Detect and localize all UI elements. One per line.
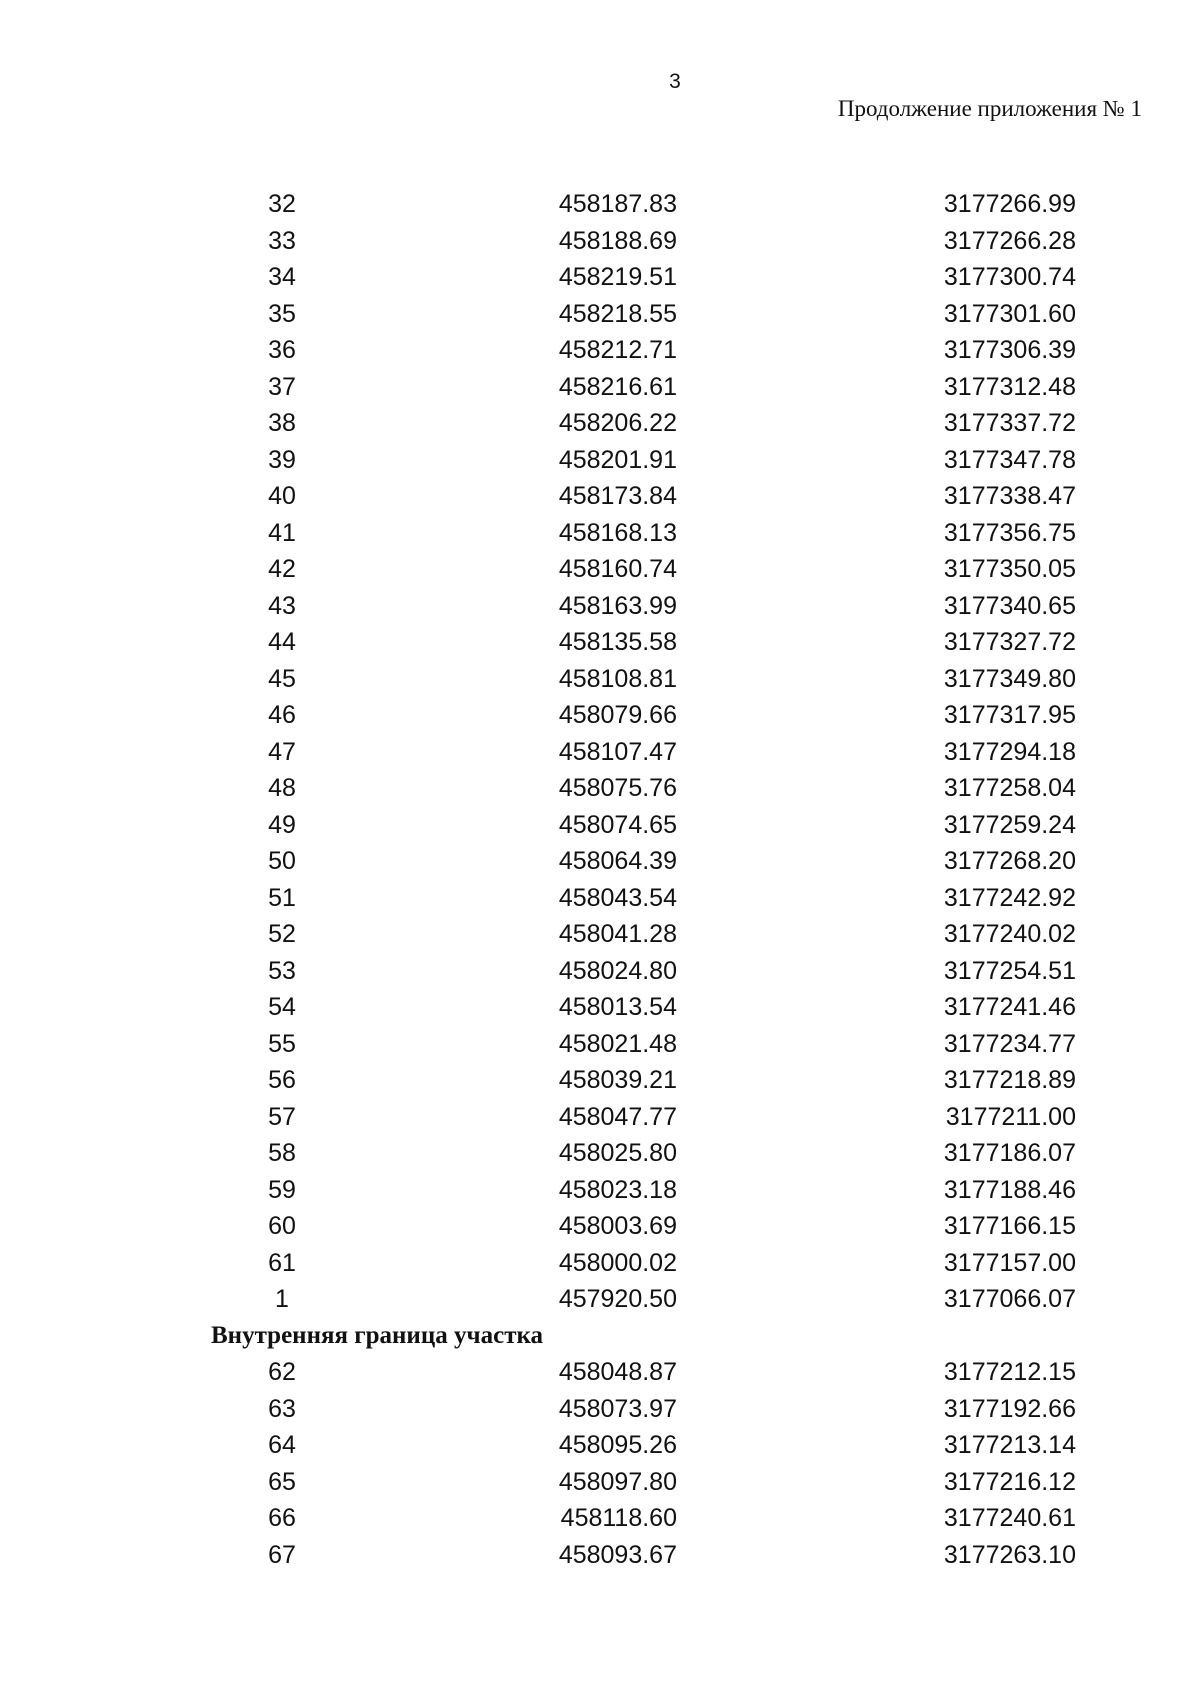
point-number: 57 xyxy=(268,1102,296,1131)
inner-boundary-rows xyxy=(0,1354,1200,1573)
y-coordinate: 3177350.05 xyxy=(943,555,1076,583)
table-row xyxy=(0,551,1200,588)
y-coordinate: 3177240.02 xyxy=(943,920,1076,948)
table-row xyxy=(0,588,1200,625)
point-number: 35 xyxy=(268,299,296,328)
point-number: 54 xyxy=(268,993,296,1021)
x-coordinate: 458218.55 xyxy=(558,299,677,328)
point-number: 51 xyxy=(268,883,296,912)
x-coordinate: 458041.28 xyxy=(558,920,677,948)
x-coordinate: 458212.71 xyxy=(558,336,677,364)
y-coordinate: 3177066.07 xyxy=(943,1285,1076,1313)
table-row xyxy=(0,1464,1200,1501)
table-row xyxy=(0,1026,1200,1063)
point-number: 42 xyxy=(268,555,296,583)
point-number: 58 xyxy=(268,1139,296,1167)
table-row xyxy=(0,296,1200,333)
x-coordinate: 458025.80 xyxy=(558,1139,677,1167)
y-coordinate: 3177268.20 xyxy=(943,847,1076,875)
table-row xyxy=(0,223,1200,260)
point-number: 1 xyxy=(275,1285,289,1313)
x-coordinate: 458023.18 xyxy=(558,1175,677,1204)
point-number: 38 xyxy=(268,409,296,437)
x-coordinate: 458074.65 xyxy=(558,810,677,839)
x-coordinate: 458064.39 xyxy=(558,847,677,875)
table-row xyxy=(0,770,1200,807)
y-coordinate: 3177312.48 xyxy=(943,372,1076,401)
table-row xyxy=(0,1281,1200,1318)
x-coordinate: 458135.58 xyxy=(558,628,677,656)
table-row xyxy=(0,807,1200,844)
point-number: 65 xyxy=(268,1467,296,1496)
point-number: 60 xyxy=(268,1212,296,1240)
x-coordinate: 458187.83 xyxy=(558,190,677,218)
y-coordinate: 3177234.77 xyxy=(943,1029,1076,1058)
x-coordinate: 458048.87 xyxy=(558,1358,677,1386)
point-number: 43 xyxy=(268,591,296,620)
point-number: 67 xyxy=(268,1540,296,1569)
table-row xyxy=(0,1537,1200,1574)
table-row xyxy=(0,1500,1200,1537)
x-coordinate: 458075.76 xyxy=(558,774,677,802)
point-number: 36 xyxy=(268,336,296,364)
y-coordinate: 3177337.72 xyxy=(943,409,1076,437)
point-number: 61 xyxy=(268,1248,296,1277)
point-number: 40 xyxy=(268,482,296,510)
y-coordinate: 3177263.10 xyxy=(943,1540,1076,1569)
point-number: 56 xyxy=(268,1066,296,1094)
x-coordinate: 458079.66 xyxy=(558,701,677,729)
outer-boundary-rows xyxy=(0,186,1200,1318)
x-coordinate: 458108.81 xyxy=(558,664,677,693)
y-coordinate: 3177356.75 xyxy=(943,518,1076,547)
x-coordinate: 457920.50 xyxy=(558,1285,677,1313)
y-coordinate: 3177327.72 xyxy=(943,628,1076,656)
x-coordinate: 458163.99 xyxy=(558,591,677,620)
x-coordinate: 458201.91 xyxy=(558,445,677,474)
table-row xyxy=(0,953,1200,990)
y-coordinate: 3177186.07 xyxy=(943,1139,1076,1167)
point-number: 64 xyxy=(268,1431,296,1459)
y-coordinate: 3177157.00 xyxy=(943,1248,1076,1277)
point-number: 49 xyxy=(268,810,296,839)
x-coordinate: 458013.54 xyxy=(558,993,677,1021)
y-coordinate: 3177188.46 xyxy=(943,1175,1076,1204)
y-coordinate: 3177213.14 xyxy=(943,1431,1076,1459)
y-coordinate: 3177241.46 xyxy=(943,993,1076,1021)
x-coordinate: 458107.47 xyxy=(558,737,677,766)
x-coordinate: 458219.51 xyxy=(558,263,677,291)
x-coordinate: 458173.84 xyxy=(558,482,677,510)
y-coordinate: 3177317.95 xyxy=(943,701,1076,729)
x-coordinate: 458095.26 xyxy=(558,1431,677,1459)
y-coordinate: 3177349.80 xyxy=(943,664,1076,693)
point-number: 34 xyxy=(268,263,296,291)
table-row xyxy=(0,734,1200,771)
table-row xyxy=(0,369,1200,406)
table-row xyxy=(0,1391,1200,1428)
point-number: 32 xyxy=(268,190,296,218)
x-coordinate: 458043.54 xyxy=(558,883,677,912)
point-number: 59 xyxy=(268,1175,296,1204)
table-row xyxy=(0,1245,1200,1282)
x-coordinate: 458097.80 xyxy=(558,1467,677,1496)
table-row xyxy=(0,843,1200,880)
x-coordinate: 458118.60 xyxy=(560,1504,677,1532)
table-row xyxy=(0,697,1200,734)
table-row xyxy=(0,624,1200,661)
y-coordinate: 3177240.61 xyxy=(943,1504,1076,1532)
point-number: 45 xyxy=(268,664,296,693)
x-coordinate: 458160.74 xyxy=(558,555,677,583)
y-coordinate: 3177338.47 xyxy=(943,482,1076,510)
x-coordinate: 458024.80 xyxy=(558,956,677,985)
table-row xyxy=(0,478,1200,515)
point-number: 39 xyxy=(268,445,296,474)
x-coordinate: 458003.69 xyxy=(558,1212,677,1240)
y-coordinate: 3177216.12 xyxy=(943,1467,1076,1496)
table-row xyxy=(0,1208,1200,1245)
page-number: 3 xyxy=(669,70,681,93)
y-coordinate: 3177218.89 xyxy=(943,1066,1076,1094)
point-number: 33 xyxy=(268,226,296,255)
table-row xyxy=(0,515,1200,552)
point-number: 63 xyxy=(268,1394,296,1423)
y-coordinate: 3177301.60 xyxy=(943,299,1076,328)
point-number: 62 xyxy=(268,1358,296,1386)
table-row xyxy=(0,1099,1200,1136)
y-coordinate: 3177192.66 xyxy=(943,1394,1076,1423)
point-number: 47 xyxy=(268,737,296,766)
point-number: 50 xyxy=(268,847,296,875)
table-row xyxy=(0,1427,1200,1464)
point-number: 44 xyxy=(268,628,296,656)
inner-boundary-heading: Внутренняя граница участка xyxy=(211,1321,543,1349)
y-coordinate: 3177266.28 xyxy=(943,226,1076,255)
table-row xyxy=(0,1135,1200,1172)
table-row xyxy=(0,1172,1200,1209)
point-number: 53 xyxy=(268,956,296,985)
y-coordinate: 3177300.74 xyxy=(943,263,1076,291)
y-coordinate: 3177242.92 xyxy=(943,883,1076,912)
table-row xyxy=(0,916,1200,953)
appendix-continuation-note: Продолжение приложения № 1 xyxy=(837,96,1142,121)
x-coordinate: 458168.13 xyxy=(558,518,677,547)
table-row xyxy=(0,186,1200,223)
x-coordinate: 458021.48 xyxy=(558,1029,677,1058)
table-row xyxy=(0,259,1200,296)
point-number: 48 xyxy=(268,774,296,802)
table-row xyxy=(0,880,1200,917)
y-coordinate: 3177166.15 xyxy=(943,1212,1076,1240)
table-row xyxy=(0,1354,1200,1391)
y-coordinate: 3177340.65 xyxy=(943,591,1076,620)
point-number: 66 xyxy=(268,1504,296,1532)
table-row xyxy=(0,332,1200,369)
y-coordinate: 3177259.24 xyxy=(943,810,1076,839)
table-row xyxy=(0,1062,1200,1099)
table-row xyxy=(0,405,1200,442)
x-coordinate: 458000.02 xyxy=(558,1248,677,1277)
table-row xyxy=(0,442,1200,479)
y-coordinate: 3177347.78 xyxy=(943,445,1076,474)
table-row xyxy=(0,989,1200,1026)
point-number: 41 xyxy=(268,518,296,547)
x-coordinate: 458206.22 xyxy=(558,409,677,437)
y-coordinate: 3177254.51 xyxy=(943,956,1076,985)
point-number: 52 xyxy=(268,920,296,948)
y-coordinate: 3177212.15 xyxy=(943,1358,1076,1386)
y-coordinate: 3177258.04 xyxy=(943,774,1076,802)
x-coordinate: 458047.77 xyxy=(558,1102,677,1131)
x-coordinate: 458216.61 xyxy=(558,372,677,401)
point-number: 55 xyxy=(268,1029,296,1058)
point-number: 46 xyxy=(268,701,296,729)
y-coordinate: 3177294.18 xyxy=(943,737,1076,766)
coordinates-table xyxy=(0,186,1200,1573)
point-number: 37 xyxy=(268,372,296,401)
x-coordinate: 458073.97 xyxy=(558,1394,677,1423)
y-coordinate: 3177211.00 xyxy=(945,1102,1076,1131)
table-row xyxy=(0,661,1200,698)
x-coordinate: 458093.67 xyxy=(558,1540,677,1569)
y-coordinate: 3177266.99 xyxy=(943,190,1076,218)
x-coordinate: 458039.21 xyxy=(558,1066,677,1094)
y-coordinate: 3177306.39 xyxy=(943,336,1076,364)
x-coordinate: 458188.69 xyxy=(558,226,677,255)
